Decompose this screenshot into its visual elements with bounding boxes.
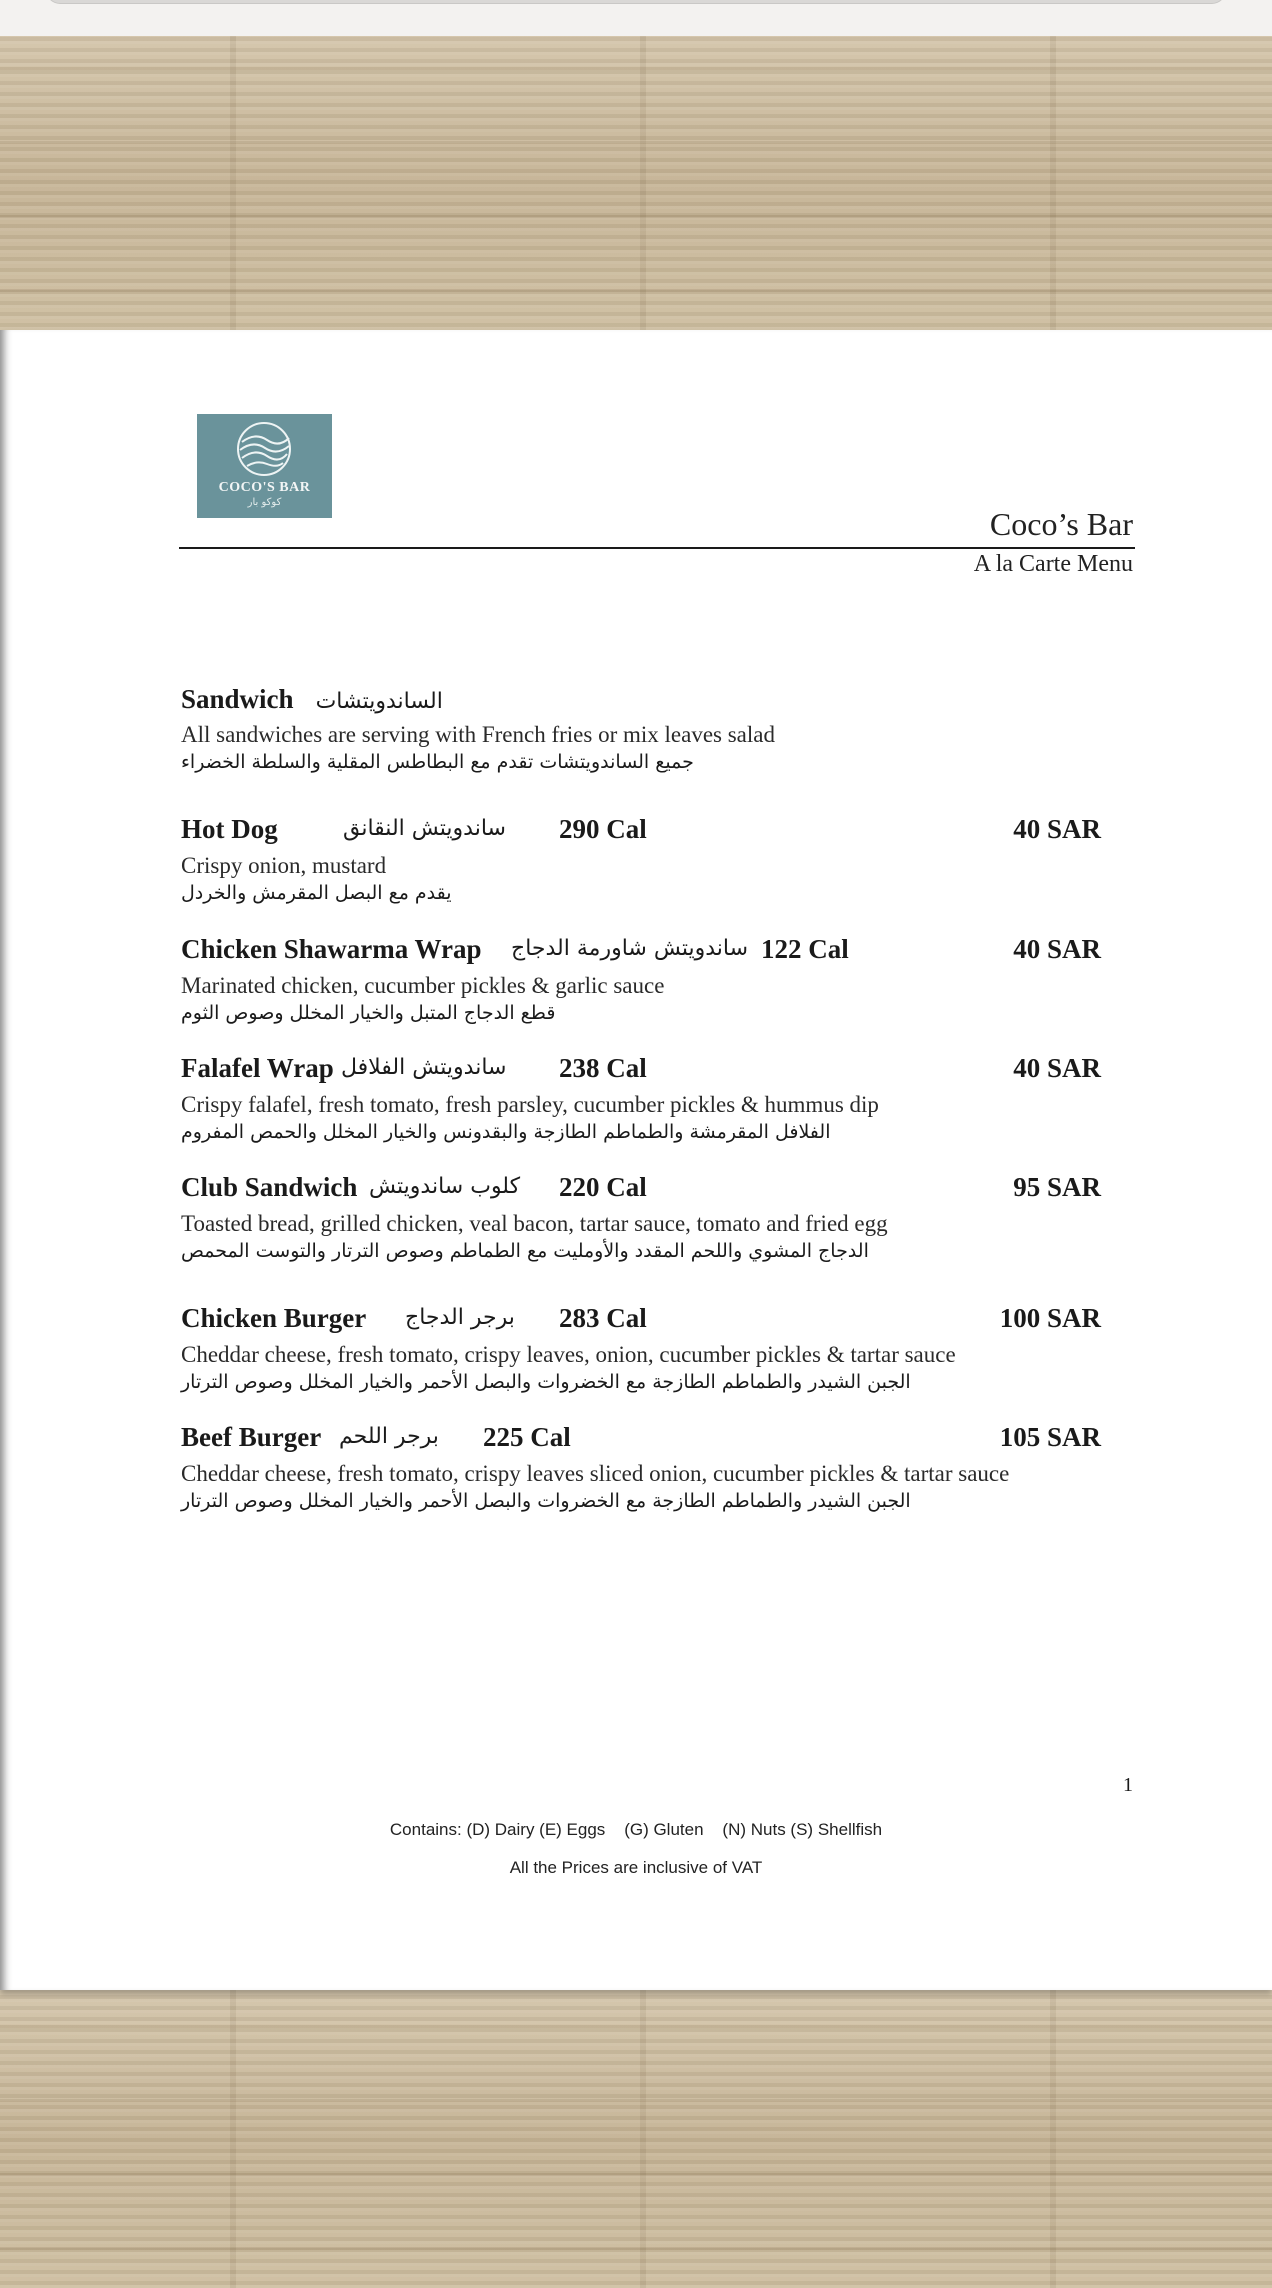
item-calories: 290 Cal: [559, 814, 647, 844]
item-price: 40 SAR: [1013, 1053, 1101, 1083]
section-heading: [181, 684, 443, 715]
viewer-top-bar: [0, 0, 1272, 36]
item-name: Chicken Burger: [181, 1303, 367, 1333]
item-calories: 122 Cal: [761, 934, 849, 964]
item-calories: 220 Cal: [559, 1172, 647, 1202]
header-rule: [179, 547, 1135, 549]
restaurant-name: Coco’s Bar: [989, 506, 1133, 542]
item-calories: 283 Cal: [559, 1303, 647, 1333]
menu-item-hot-dog: [181, 814, 1101, 910]
item-name-arabic: كلوب ساندويتش: [369, 1174, 521, 1199]
item-name: Hot Dog: [181, 814, 278, 844]
item-name: Beef Burger: [181, 1422, 322, 1452]
item-description-arabic: الدجاج المشوي واللحم المقدد والأومليت مع الطماطم وصوص الترتار والتوست المحمص: [181, 1240, 869, 1262]
item-description-arabic: الجبن الشيدر والطماطم الطازجة مع الخضروات والبصل الأحمر والخيار المخلل وصوص الترتار: [181, 1371, 911, 1393]
item-name-arabic: ساندويتش شاورمة الدجاج: [511, 936, 749, 961]
wood-background-bottom: [0, 1990, 1272, 2288]
section-title-arabic: الساندويتشات: [315, 689, 443, 714]
item-description: Cheddar cheese, fresh tomato, crispy leaves, onion, cucumber pickles & tartar sauce: [181, 1342, 956, 1367]
section-note-arabic: جميع الساندويتشات تقدم مع البطاطس المقلية والسلطة الخضراء: [181, 751, 694, 773]
menu-item-chicken-shawarma-wrap: [181, 934, 1101, 1030]
logo-wordmark-arabic: كوكو بار: [247, 497, 282, 508]
item-calories: 225 Cal: [483, 1422, 571, 1452]
item-name: Falafel Wrap: [181, 1053, 334, 1083]
item-name: Chicken Shawarma Wrap: [181, 934, 482, 964]
menu-subtitle: A la Carte Menu: [973, 551, 1133, 577]
menu-page: [0, 330, 1272, 1990]
item-description: Cheddar cheese, fresh tomato, crispy leaves sliced onion, cucumber pickles & tartar sauce: [181, 1461, 1010, 1486]
menu-item-falafel-wrap: [181, 1053, 1101, 1149]
item-description-arabic: قطع الدجاج المتبل والخيار المخلل وصوص الثوم: [181, 1002, 556, 1024]
item-name: Club Sandwich: [181, 1172, 358, 1202]
item-price: 40 SAR: [1013, 934, 1101, 964]
menu-item-club-sandwich: [181, 1172, 1101, 1268]
page-number: 1: [1123, 1774, 1133, 1796]
item-description-arabic: الجبن الشيدر والطماطم الطازجة مع الخضروات والبصل الأحمر والخيار المخلل وصوص الترتار: [181, 1490, 911, 1512]
wave-emblem-icon: [197, 414, 332, 484]
item-description: Crispy falafel, fresh tomato, fresh parsley, cucumber pickles & hummus dip: [181, 1092, 879, 1117]
item-calories: 238 Cal: [559, 1053, 647, 1083]
allergen-legend: Contains: (D) Dairy (E) Eggs (G) Gluten (N) Nuts (S) Shellfish: [389, 1820, 883, 1839]
item-name-arabic: ساندويتش النقانق: [343, 816, 506, 841]
item-description: Marinated chicken, cucumber pickles & garlic sauce: [181, 973, 665, 998]
viewer-pill: [46, 0, 1226, 4]
item-name-arabic: برجر اللحم: [339, 1424, 439, 1449]
item-name-arabic: برجر الدجاج: [405, 1305, 515, 1330]
item-price: 100 SAR: [999, 1303, 1101, 1333]
brand-logo: [197, 414, 332, 518]
item-name-arabic: ساندويتش الفلافل: [341, 1055, 507, 1080]
wood-background-top: [0, 36, 1272, 330]
logo-wordmark: COCO'S BAR: [218, 480, 311, 495]
item-description: Toasted bread, grilled chicken, veal bacon, tartar sauce, tomato and fried egg: [181, 1211, 888, 1236]
menu-item-beef-burger: [181, 1422, 1101, 1518]
item-price: 105 SAR: [999, 1422, 1101, 1452]
item-description-arabic: الفلافل المقرمشة والطماطم الطازجة والبقدونس والخيار المخلل والحمص المفروم: [181, 1121, 831, 1143]
section-note: All sandwiches are serving with French fries or mix leaves salad: [181, 722, 775, 747]
item-description: Crispy onion, mustard: [181, 853, 387, 878]
menu-item-chicken-burger: [181, 1303, 1101, 1399]
section-title: Sandwich: [181, 684, 294, 714]
item-description-arabic: يقدم مع البصل المقرمش والخردل: [181, 882, 452, 904]
vat-note: All the Prices are inclusive of VAT: [509, 1858, 763, 1877]
item-price: 40 SAR: [1013, 814, 1101, 844]
item-price: 95 SAR: [1013, 1172, 1101, 1202]
